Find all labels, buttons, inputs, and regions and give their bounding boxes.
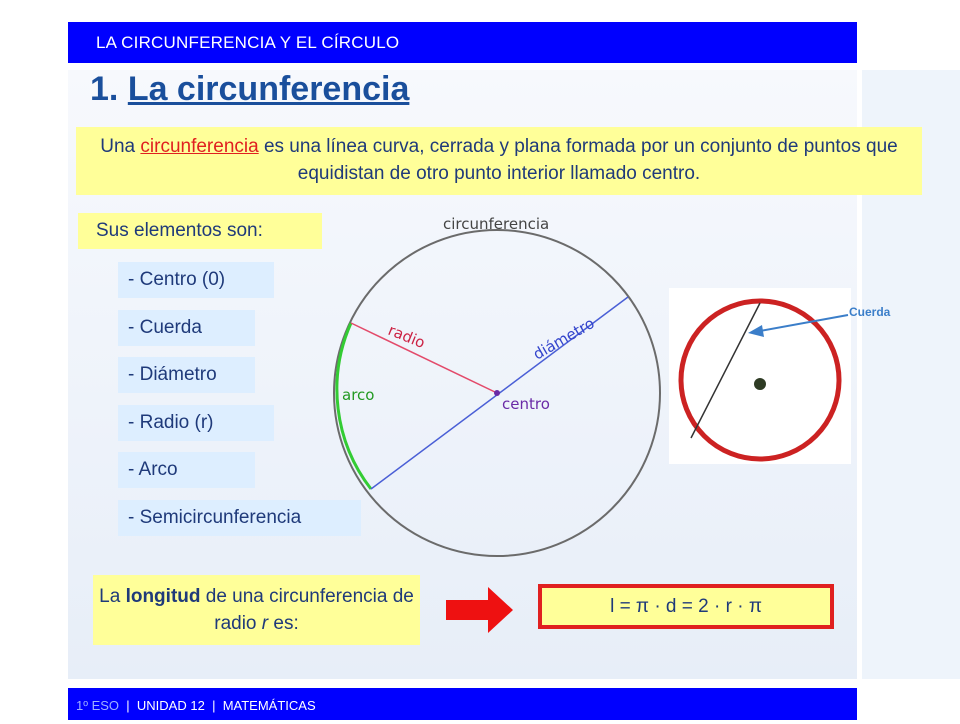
element-item-semicircunferencia: - Semicircunferencia — [118, 500, 361, 536]
footer-course: 1º ESO — [76, 698, 120, 713]
length-var: r — [261, 613, 269, 634]
chord-pointer-line — [760, 315, 848, 331]
definition-pre: Una — [100, 136, 141, 157]
footer-unit: UNIDAD 12 — [136, 698, 205, 713]
label-radio: radio — [385, 321, 428, 353]
elements-label: Sus elementos son: — [78, 213, 322, 249]
label-circunferencia: circunferencia — [443, 215, 550, 233]
element-item-radio: - Radio (r) — [118, 405, 274, 441]
element-item-diametro: - Diámetro — [118, 357, 255, 393]
arc-highlight — [337, 323, 371, 489]
title-number: 1. — [90, 70, 119, 108]
label-diametro: diámetro — [530, 314, 598, 364]
label-arco: arco — [342, 386, 375, 404]
circunferencia-link[interactable]: circunferencia — [140, 136, 259, 157]
arrow-shape — [446, 587, 513, 633]
header-title: LA CIRCUNFERENCIA Y EL CÍRCULO — [96, 33, 400, 52]
footer-subject: MATEMÁTICAS — [222, 698, 316, 713]
title-text: La circunferencia — [127, 70, 410, 108]
chord-label: Cuerda — [849, 305, 891, 319]
chord-center-dot — [754, 378, 766, 390]
circle-diagram — [330, 210, 670, 560]
arrow-head-icon — [748, 325, 764, 337]
definition-post: es una línea curva, cerrada y plana formada por un conjunto de puntos que equidistan de otro punto interior llamado centro. — [258, 136, 898, 184]
right-arrow-icon — [446, 586, 514, 634]
label-centro: centro — [502, 395, 550, 413]
length-bold: longitud — [125, 586, 201, 607]
footer-bar — [68, 688, 857, 720]
formula-box: l = π · d = 2 · r · π — [538, 584, 834, 629]
chord-pointer — [740, 305, 850, 345]
element-item-centro: - Centro (0) — [118, 262, 274, 298]
center-point — [494, 390, 500, 396]
definition-box — [76, 127, 922, 195]
footer-separator-1: | — [126, 698, 130, 713]
length-box — [93, 575, 420, 645]
length-post: es: — [268, 613, 299, 634]
element-item-arco: - Arco — [118, 452, 255, 488]
footer-separator-2: | — [212, 698, 216, 713]
page-title — [90, 70, 409, 109]
length-pre: La — [99, 586, 126, 607]
element-item-cuerda: - Cuerda — [118, 310, 255, 346]
length-mid: de una circunferencia de radio — [200, 586, 414, 634]
